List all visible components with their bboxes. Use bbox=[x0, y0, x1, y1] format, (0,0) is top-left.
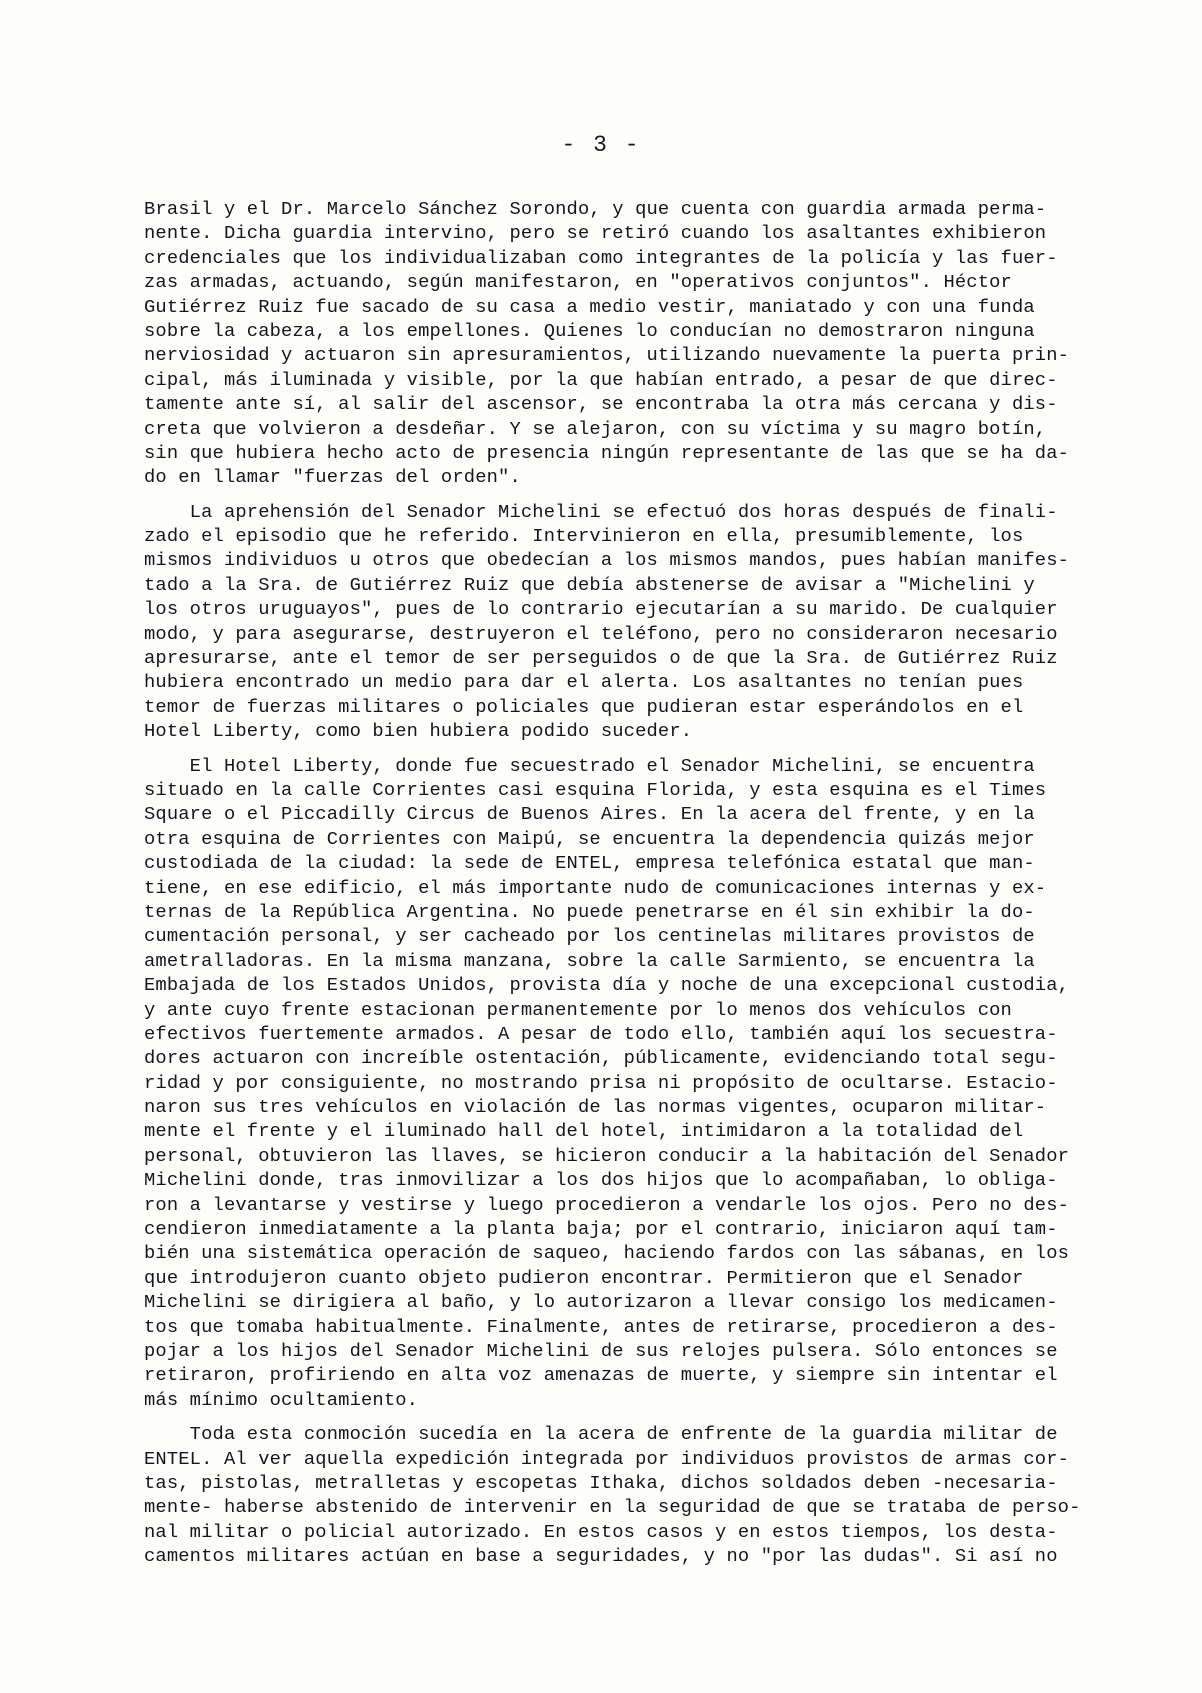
text-line: ametralladoras. En la misma manzana, sobre la calle Sarmiento, se encuentra la bbox=[144, 949, 1035, 972]
text-line: Square o el Piccadilly Circus de Buenos Aires. En la acera del frente, y en la bbox=[144, 803, 1035, 826]
text-line: apresurarse, ante el temor de ser perseguidos o de que la Sra. de Gutiérrez Ruiz bbox=[144, 647, 1058, 670]
text-line: ridad y por consiguiente, no mostrando prisa ni propósito de ocultarse. Estacio- bbox=[144, 1071, 1058, 1094]
text-line: nente. Dicha guardia intervino, pero se retiró cuando los asaltantes exhibieron bbox=[144, 222, 1047, 245]
text-line: sin que hubiera hecho acto de presencia ningún representante de las que se ha da- bbox=[144, 441, 1070, 464]
text-line: creta que volvieron a desdeñar. Y se alejaron, con su víctima y su magro botín, bbox=[144, 417, 1047, 440]
paragraph bbox=[144, 197, 1154, 490]
text-line: Michelini donde, tras inmovilizar a los dos hijos que lo acompañaban, lo obliga- bbox=[144, 1169, 1058, 1192]
text-line: más mínimo ocultamiento. bbox=[144, 1388, 419, 1411]
text-line: personal, obtuvieron las llaves, se hicieron conducir a la habitación del Senador bbox=[144, 1144, 1070, 1167]
text-line: ENTEL. Al ver aquella expedición integrada por individuos provistos de armas cor- bbox=[144, 1447, 1070, 1470]
text-line: bién una sistemática operación de saqueo, haciendo fardos con las sábanas, en los bbox=[144, 1242, 1070, 1265]
text-line: Hotel Liberty, como bien hubiera podido suceder. bbox=[144, 720, 693, 743]
text-line: y ante cuyo frente estacionan permanentemente por lo menos dos vehículos con bbox=[144, 998, 1012, 1021]
text-line: temor de fuerzas militares o policiales que pudieran estar esperándolos en el bbox=[144, 695, 1024, 718]
text-line: los otros uruguayos", pues de lo contrario ejecutarían a su marido. De cualquier bbox=[144, 598, 1058, 621]
text-line: Embajada de los Estados Unidos, provista día y noche de una excepcional custodia, bbox=[144, 974, 1070, 997]
paragraph bbox=[144, 500, 1154, 744]
text-line: otra esquina de Corrientes con Maipú, se encuentra la dependencia quizás mejor bbox=[144, 827, 1035, 850]
text-line: La aprehensión del Senador Michelini se efectuó dos horas después de finali- bbox=[144, 500, 1058, 523]
text-line: cendieron inmediatamente a la planta baja; por el contrario, iniciaron aquí tam- bbox=[144, 1218, 1058, 1241]
text-line: mismos individuos u otros que obedecían a los mismos mandos, pues habían manifes- bbox=[144, 549, 1070, 572]
text-line: nerviosidad y actuaron sin apresuramientos, utilizando nuevamente la puerta prin- bbox=[144, 344, 1070, 367]
text-line: credenciales que los individualizaban como integrantes de la policía y las fuer- bbox=[144, 246, 1058, 269]
text-line: custodiada de la ciudad: la sede de ENTEL, empresa telefónica estatal que man- bbox=[144, 852, 1035, 875]
text-line: zado el episodio que he referido. Intervinieron en ella, presumiblemente, los bbox=[144, 525, 1024, 548]
text-line: tos que tomaba habitualmente. Finalmente, antes de retirarse, procedieron a des- bbox=[144, 1315, 1058, 1338]
text-line: naron sus tres vehículos en violación de las normas vigentes, ocuparon militar- bbox=[144, 1096, 1047, 1119]
text-line: hubiera encontrado un medio para dar el alerta. Los asaltantes no tenían pues bbox=[144, 671, 1024, 694]
text-line: Michelini se dirigiera al baño, y lo autorizaron a llevar consigo los medicamen- bbox=[144, 1291, 1058, 1314]
text-line: tas, pistolas, metralletas y escopetas Ithaka, dichos soldados deben -necesaria- bbox=[144, 1471, 1058, 1494]
text-line: efectivos fuertemente armados. A pesar de todo ello, también aquí los secuestra- bbox=[144, 1022, 1058, 1045]
text-line: situado en la calle Corrientes casi esquina Florida, y esta esquina es el Times bbox=[144, 778, 1047, 801]
text-line: que introdujeron cuanto objeto pudieron encontrar. Permitieron que el Senador bbox=[144, 1266, 1024, 1289]
text-line: do en llamar "fuerzas del orden". bbox=[144, 466, 521, 489]
text-line: modo, y para asegurarse, destruyeron el teléfono, pero no consideraron necesario bbox=[144, 622, 1058, 645]
text-line: zas armadas, actuando, según manifestaron, en "operativos conjuntos". Héctor bbox=[144, 271, 1012, 294]
text-line: retiraron, profiriendo en alta voz amenazas de muerte, y siempre sin intentar el bbox=[144, 1364, 1058, 1387]
text-line: Brasil y el Dr. Marcelo Sánchez Sorondo, y que cuenta con guardia armada perma- bbox=[144, 198, 1047, 220]
text-line: sobre la cabeza, a los empellones. Quienes lo conducían no demostraron ninguna bbox=[144, 319, 1035, 342]
text-line: dores actuaron con increíble ostentación, públicamente, evidenciando total segu- bbox=[144, 1047, 1058, 1070]
text-line: tamente ante sí, al salir del ascensor, se encontraba la otra más cercana y dis- bbox=[144, 393, 1058, 416]
text-line: nal militar o policial autorizado. En estos casos y en estos tiempos, los desta- bbox=[144, 1520, 1058, 1543]
text-line: ron a levantarse y vestirse y luego procedieron a vendarle los ojos. Pero no des- bbox=[144, 1193, 1070, 1216]
text-line: Toda esta conmoción sucedía en la acera de enfrente de la guardia militar de bbox=[144, 1423, 1058, 1446]
text-line: tado a la Sra. de Gutiérrez Ruiz que debía abstenerse de avisar a "Michelini y bbox=[144, 573, 1035, 596]
text-line: El Hotel Liberty, donde fue secuestrado el Senador Michelini, se encuentra bbox=[144, 754, 1035, 777]
paragraph bbox=[144, 1422, 1154, 1568]
text-line: mente- haberse abstenido de intervenir en la seguridad de que se trataba de perso- bbox=[144, 1496, 1081, 1519]
text-line: ternas de la República Argentina. No puede penetrarse en él sin exhibir la do- bbox=[144, 900, 1035, 923]
text-line: cipal, más iluminada y visible, por la que habían entrado, a pesar de que direc- bbox=[144, 368, 1058, 391]
text-line: camentos militares actúan en base a seguridades, y no "por las dudas". Si así no bbox=[144, 1545, 1058, 1568]
text-line: pojar a los hijos del Senador Michelini de sus relojes pulsera. Sólo entonces se bbox=[144, 1339, 1058, 1362]
page-number: - 3 - bbox=[561, 132, 641, 158]
text-line: cumentación personal, y ser cacheado por los centinelas militares provistos de bbox=[144, 925, 1035, 948]
paragraph bbox=[144, 754, 1154, 1413]
text-line: Gutiérrez Ruiz fue sacado de su casa a medio vestir, maniatado y con una funda bbox=[144, 295, 1035, 318]
document-body bbox=[144, 197, 1154, 1578]
text-line: tiene, en ese edificio, el más importante nudo de comunicaciones internas y ex- bbox=[144, 876, 1047, 899]
text-line: mente el frente y el iluminado hall del hotel, intimidaron a la totalidad del bbox=[144, 1120, 1024, 1143]
